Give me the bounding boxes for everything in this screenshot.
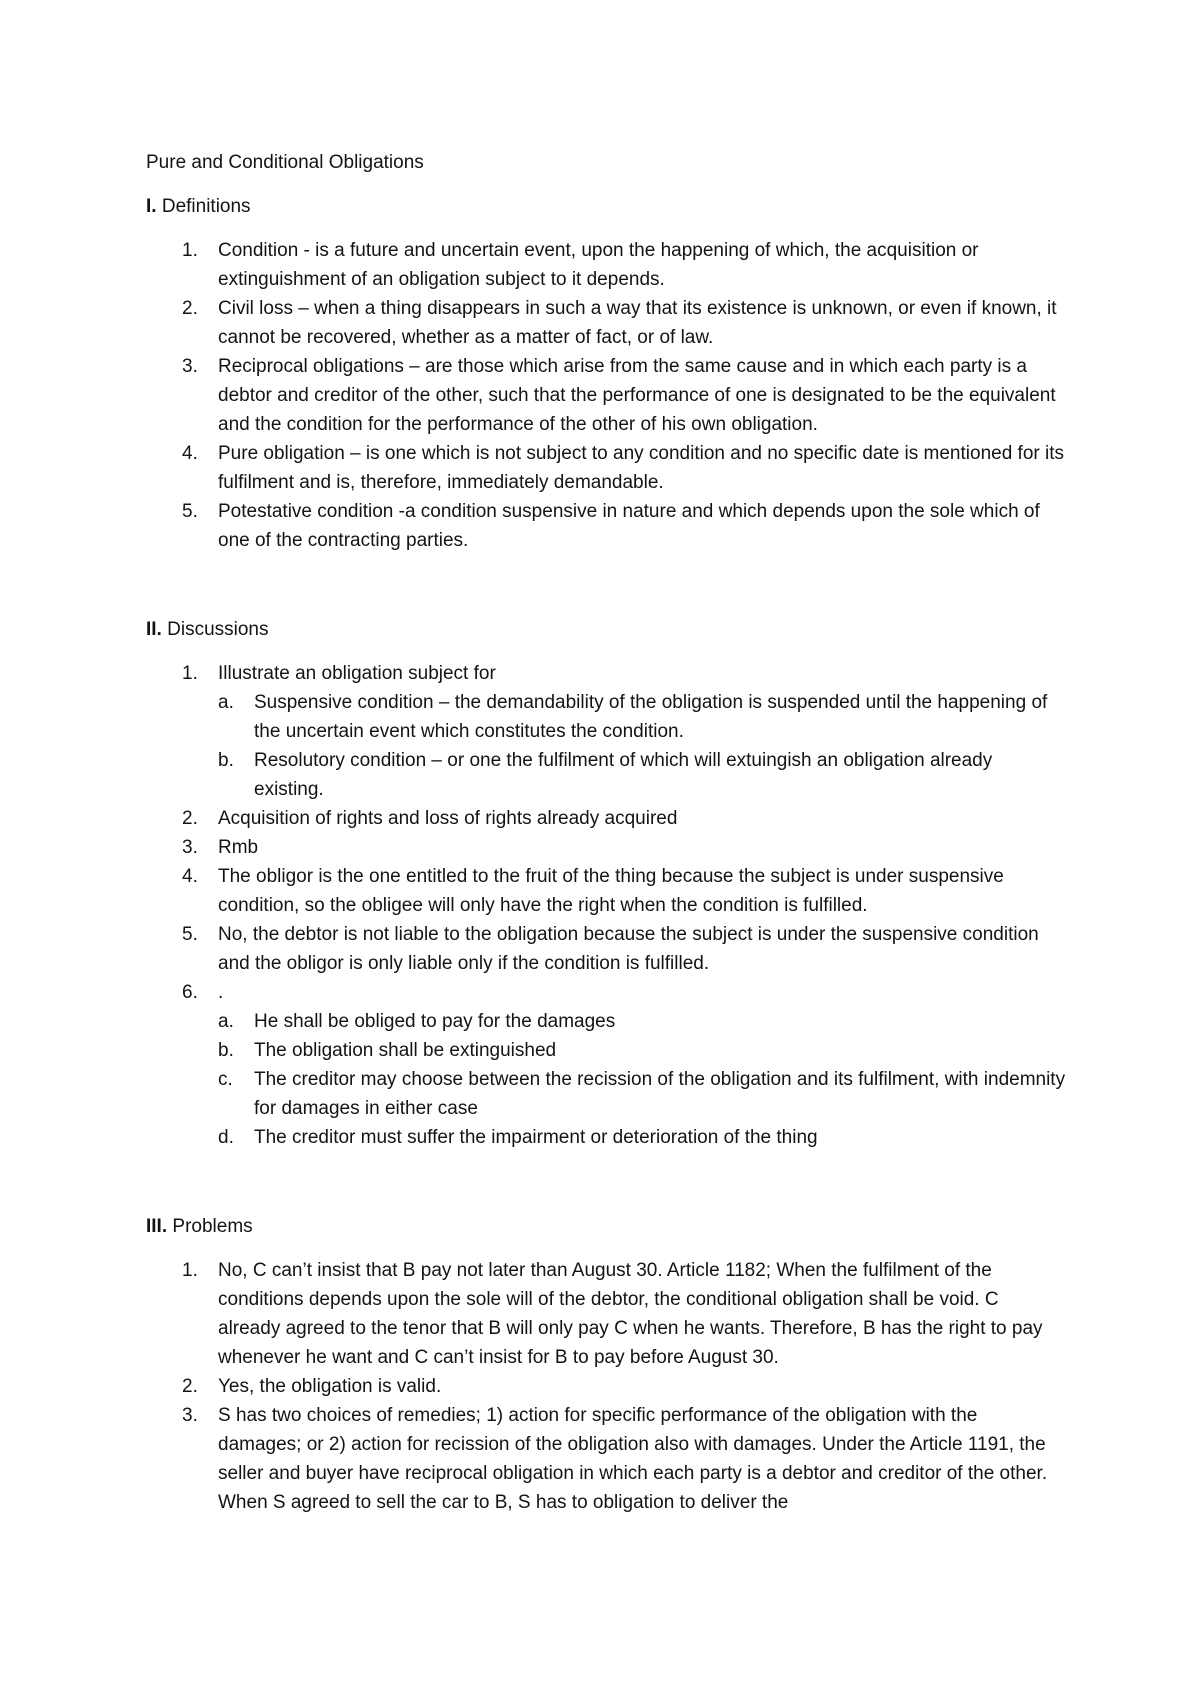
list-item — [146, 659, 1066, 804]
list-item — [146, 294, 1066, 352]
list-marker: d. — [218, 1127, 234, 1148]
list-marker: 2. — [182, 298, 198, 319]
sub-list-item — [218, 1123, 1066, 1152]
section-title: Definitions — [161, 196, 251, 217]
list-marker: 1. — [182, 663, 198, 684]
problems-list — [146, 1256, 1066, 1517]
list-marker: c. — [218, 1069, 233, 1090]
list-marker: 5. — [182, 924, 198, 945]
list-marker: 6. — [182, 982, 198, 1003]
list-item — [146, 1256, 1066, 1372]
list-item — [146, 833, 1066, 862]
list-item-text: Rmb — [218, 837, 259, 858]
list-item-text: Reciprocal obligations – are those which arise from the same cause and in which each party is a debtor and creditor of the other, such that the performance of one is designated to be the equivalent and the condition for the performance of the other of his own obligation. — [218, 356, 1056, 435]
list-item — [146, 236, 1066, 294]
list-item-text: Resolutory condition – or one the fulfilment of which will extuingish an obligation already existing. — [254, 750, 993, 800]
list-item-text: S has two choices of remedies; 1) action for specific performance of the obligation with the damages; or 2) action for recission of the obligation also with damages. Under the Article 1191, the seller and buyer have reciprocal obligation in which each party is a debtor and creditor of the other. When S agreed to sell the car to B, S has to obligation to deliver the — [218, 1405, 1048, 1513]
list-marker: 2. — [182, 1376, 198, 1397]
sub-list — [218, 1007, 1066, 1152]
list-item — [146, 352, 1066, 439]
section-discussions — [146, 615, 1066, 1152]
section-definitions — [146, 192, 1066, 555]
list-marker: 3. — [182, 837, 198, 858]
list-item — [146, 439, 1066, 497]
list-item-text: He shall be obliged to pay for the damages — [254, 1011, 616, 1032]
list-marker: b. — [218, 1040, 234, 1061]
list-item-text: No, C can’t insist that B pay not later than August 30. Article 1182; When the fulfilment of the conditions depends upon the sole will of the debtor, the conditional obligation shall be void. C already agreed to the tenor that B will only pay C when he wants. Therefore, B has the right to pay whenever he want and C can’t insist for B to pay before August 30. — [218, 1260, 1043, 1368]
section-heading — [146, 1212, 1066, 1241]
list-item — [146, 978, 1066, 1152]
section-number: II. — [146, 619, 162, 640]
list-item — [146, 497, 1066, 555]
list-item-text: The creditor may choose between the recission of the obligation and its fulfilment, with indemnity for damages in either case — [254, 1069, 1066, 1119]
list-item-text: The creditor must suffer the impairment or deterioration of the thing — [254, 1127, 818, 1148]
list-item — [146, 804, 1066, 833]
section-heading — [146, 615, 1066, 644]
sub-list-item — [218, 1065, 1066, 1123]
definitions-list — [146, 236, 1066, 555]
list-marker: 2. — [182, 808, 198, 829]
list-item-text: Civil loss – when a thing disappears in such a way that its existence is unknown, or even if known, it cannot be recovered, whether as a matter of fact, or of law. — [218, 298, 1057, 348]
list-item-text: The obligation shall be extinguished — [254, 1040, 557, 1061]
list-marker: 4. — [182, 866, 198, 887]
section-number: I. — [146, 196, 157, 217]
list-marker: 5. — [182, 501, 198, 522]
list-marker: 3. — [182, 1405, 198, 1426]
document-title: Pure and Conditional Obligations — [146, 152, 424, 173]
list-item-text: Condition - is a future and uncertain event, upon the happening of which, the acquisition or extinguishment of an obligation subject to it depends. — [218, 240, 979, 290]
section-problems — [146, 1212, 1066, 1517]
list-item-text: . — [218, 982, 224, 1003]
sub-list-item — [218, 1007, 1066, 1036]
list-item-text: Illustrate an obligation subject for — [218, 663, 496, 684]
section-number: III. — [146, 1216, 168, 1237]
document-page — [146, 148, 1066, 1577]
list-item — [146, 1401, 1066, 1517]
sub-list — [218, 688, 1066, 804]
list-item — [146, 1372, 1066, 1401]
list-item-text: The obligor is the one entitled to the fruit of the thing because the subject is under suspensive condition, so the obligee will only have the right when the condition is fulfilled. — [218, 866, 1004, 916]
list-marker: 1. — [182, 1260, 198, 1281]
section-heading — [146, 192, 1066, 221]
list-item — [146, 920, 1066, 978]
list-item-text: Suspensive condition – the demandability of the obligation is suspended until the happening of the uncertain event which constitutes the condition. — [254, 692, 1048, 742]
list-item-text: Yes, the obligation is valid. — [218, 1376, 442, 1397]
list-item — [146, 862, 1066, 920]
discussions-list — [146, 659, 1066, 1152]
sub-list-item — [218, 688, 1066, 746]
list-marker: b. — [218, 750, 234, 771]
sub-list-item — [218, 746, 1066, 804]
list-item-text: Pure obligation – is one which is not subject to any condition and no specific date is mentioned for its fulfilment and is, therefore, immediately demandable. — [218, 443, 1065, 493]
list-marker: a. — [218, 1011, 234, 1032]
list-marker: a. — [218, 692, 234, 713]
list-marker: 3. — [182, 356, 198, 377]
list-marker: 1. — [182, 240, 198, 261]
list-item-text: Acquisition of rights and loss of rights already acquired — [218, 808, 678, 829]
section-title: Discussions — [167, 619, 269, 640]
list-marker: 4. — [182, 443, 198, 464]
sub-list-item — [218, 1036, 1066, 1065]
section-title: Problems — [172, 1216, 253, 1237]
list-item-text: No, the debtor is not liable to the obligation because the subject is under the suspensive condition and the obligor is only liable only if the condition is fulfilled. — [218, 924, 1039, 974]
list-item-text: Potestative condition -a condition suspensive in nature and which depends upon the sole which of one of the contracting parties. — [218, 501, 1040, 551]
